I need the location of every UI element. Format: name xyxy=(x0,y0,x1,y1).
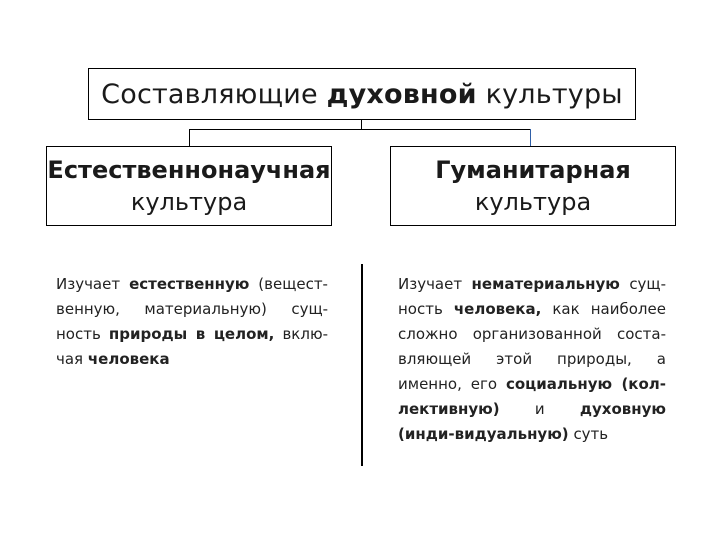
right-desc-s3: сущ-ность xyxy=(398,275,666,318)
connector-left-drop xyxy=(189,129,190,146)
right-desc-s8: духовную (инди-видуальную) xyxy=(398,400,666,443)
title-box xyxy=(88,68,636,120)
left-desc-s4: природы в целом, xyxy=(108,325,275,343)
title-part2: духовной xyxy=(326,78,477,110)
connector-horizontal xyxy=(189,129,530,130)
right-desc-s2: нематериальную xyxy=(471,275,620,293)
right-desc-s1: Изучает xyxy=(398,275,463,293)
natural-science-box xyxy=(46,146,332,226)
right-desc-s4: человека, xyxy=(453,300,542,318)
right-desc-s5: как наиболее сложно организованной соста-вляющей этой природы, а именно, его xyxy=(398,300,666,393)
right-desc-s6: социальную (кол-лективную) xyxy=(398,375,666,418)
humanitarian-description xyxy=(398,272,666,447)
natural-science-description xyxy=(56,272,328,372)
humanitarian-line2: культура xyxy=(474,188,592,216)
left-desc-s2: естественную xyxy=(129,275,250,293)
right-desc-s7: и xyxy=(534,400,545,418)
humanitarian-line1: Гуманитарная xyxy=(435,156,631,184)
title-part3: культуры xyxy=(485,78,623,110)
left-desc-s6: человека xyxy=(87,350,170,368)
title-part1: Составляющие xyxy=(101,78,318,110)
left-desc-s3: (вещест-венную, материальную) сущ-ность xyxy=(56,275,328,343)
natural-science-line2: культура xyxy=(130,188,248,216)
left-desc-s5: вклю-чая xyxy=(56,325,328,368)
column-divider xyxy=(361,264,363,466)
connector-right-drop xyxy=(530,129,531,146)
right-desc-s9: суть xyxy=(573,425,609,443)
humanitarian-box xyxy=(390,146,676,226)
left-desc-s1: Изучает xyxy=(56,275,121,293)
title-text xyxy=(101,79,623,110)
natural-science-line1: Естественнонаучная xyxy=(47,156,331,184)
